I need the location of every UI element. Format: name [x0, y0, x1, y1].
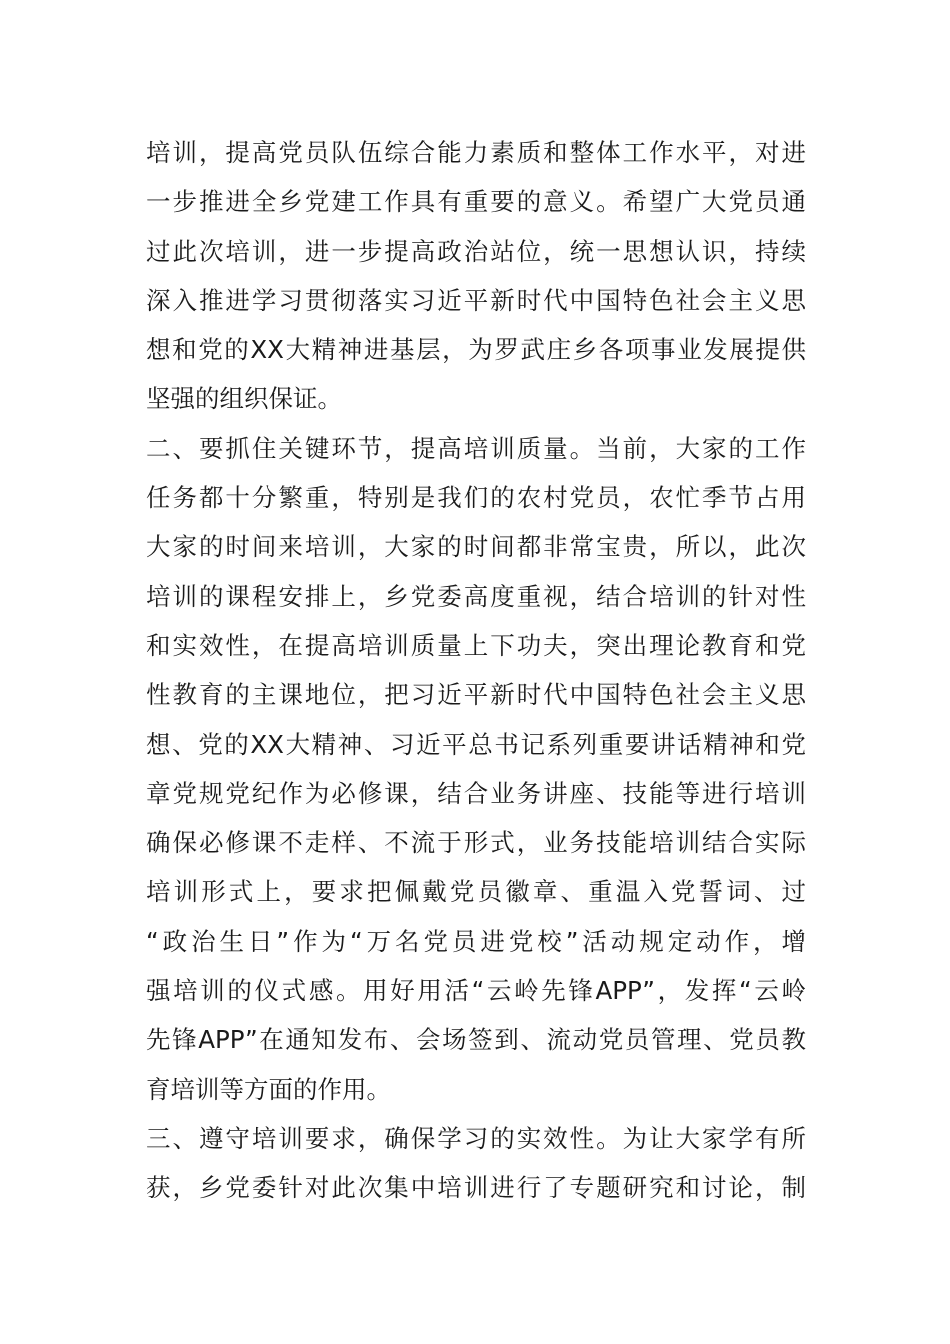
text-line: 获，乡党委针对此次集中培训进行了专题研究和讨论，制: [146, 1173, 806, 1203]
document-body: [146, 128, 806, 1213]
text-line: 培训，提高党员队伍综合能力素质和整体工作水平，对进: [146, 138, 806, 167]
text-line: 三、遵守培训要求，确保学习的实效性。为让大家学有所: [146, 1123, 806, 1153]
text-line: 坚强的组织保证。: [146, 384, 342, 414]
text-line: 育培训等方面的作用。: [146, 1074, 391, 1104]
text-line: 和实效性，在提高培训质量上下功夫，突出理论教育和党: [146, 630, 806, 660]
text-line: 先锋APP”在通知发布、会场签到、流动党员管理、党员教: [146, 1025, 806, 1055]
text-line: 大家的时间来培训，大家的时间都非常宝贵，所以，此次: [146, 532, 806, 562]
text-line: “政治生日”作为“万名党员进党校”活动规定动作，增: [146, 926, 806, 956]
text-line: 想和党的XX大精神进基层，为罗武庄乡各项事业发展提供: [146, 335, 806, 365]
text-line: 培训的课程安排上，乡党委高度重视，结合培训的针对性: [146, 581, 806, 611]
text-line: 培训形式上，要求把佩戴党员徽章、重温入党誓词、过: [146, 877, 806, 907]
text-line: 过此次培训，进一步提高政治站位，统一思想认识，持续: [146, 236, 806, 266]
text-line: 二、要抓住关键环节，提高培训质量。当前，大家的工作: [146, 433, 806, 463]
text-line: 性教育的主课地位，把习近平新时代中国特色社会主义思: [146, 680, 806, 710]
text-line: 强培训的仪式感。用好用活“云岭先锋APP”，发挥“云岭: [146, 976, 806, 1006]
text-line: 想、党的XX大精神、习近平总书记系列重要讲话精神和党: [146, 729, 806, 759]
text-line: 深入推进学习贯彻落实习近平新时代中国特色社会主义思: [146, 285, 806, 315]
text-line: 一步推进全乡党建工作具有重要的意义。希望广大党员通: [146, 187, 806, 217]
text-line: 任务都十分繁重，特别是我们的农村党员，农忙季节占用: [146, 483, 806, 513]
text-line: 确保必修课不走样、不流于形式，业务技能培训结合实际: [146, 828, 806, 858]
text-line: 章党规党纪作为必修课，结合业务讲座、技能等进行培训: [146, 778, 806, 808]
